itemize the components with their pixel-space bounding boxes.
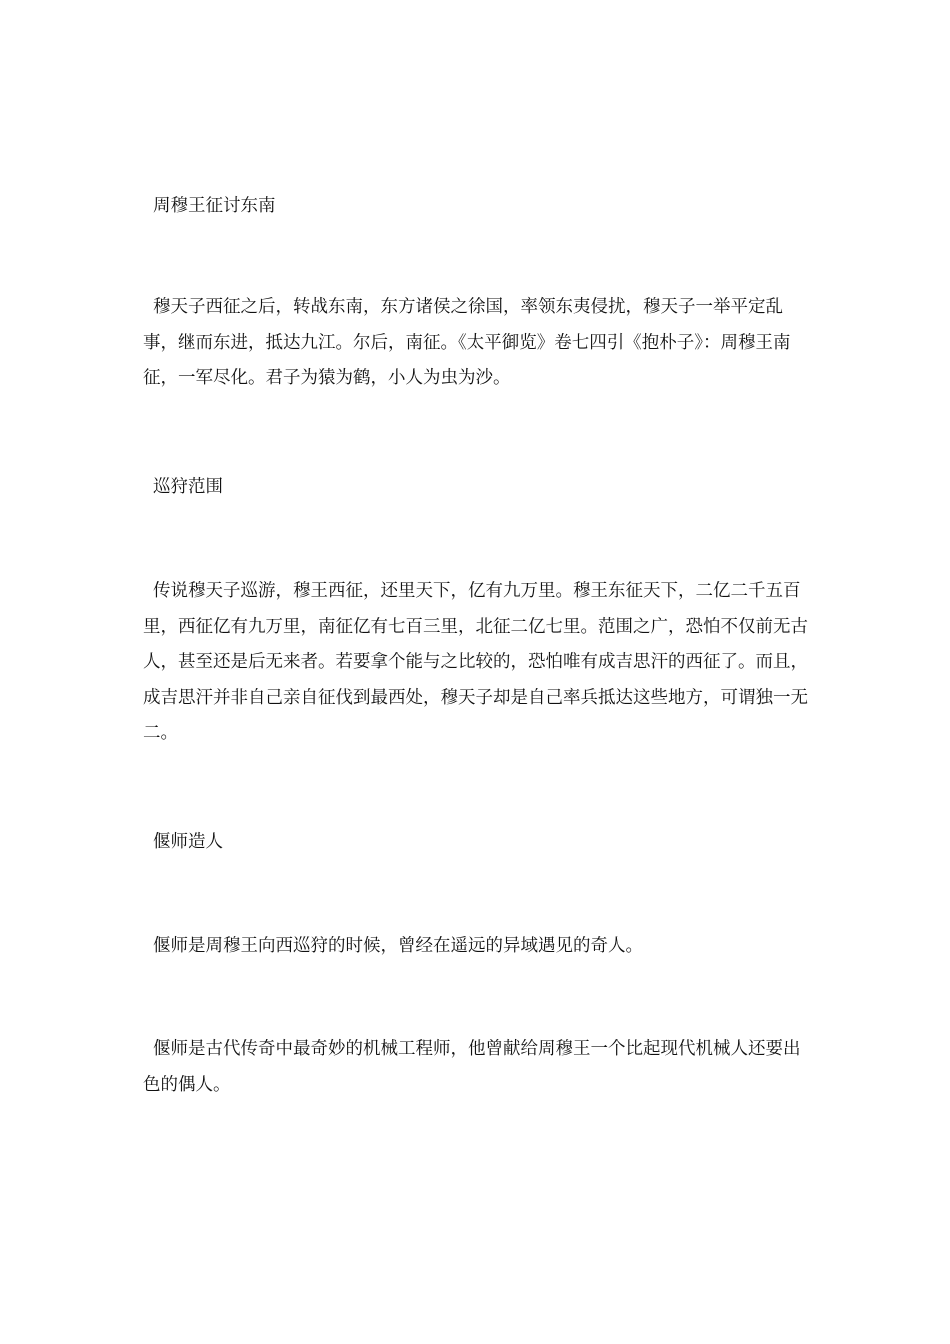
paragraph-inspection-range: 传说穆天子巡游，穆王西征，还里天下，亿有九万里。穆王东征天下，二亿二千五百里，西征亿有九万里，南征亿有七百三里，北征二亿七里。范围之广，恐怕不仅前无古人，甚至还是后无来者。若要拿个能与之比较的，恐怕唯有成吉思汗的西征了。而且，成吉思汗并非自己亲自征伐到最西处，穆天子却是自己率兵抵达这些地方，可谓独一无二。 [143,581,808,743]
paragraph-yanshi-2: 偃师是古代传奇中最奇妙的机械工程师，他曾献给周穆王一个比起现代机械人还要出色的偶人。 [143,1039,801,1095]
section-heading-inspection-range: 巡狩范围 [153,477,223,497]
section-heading-yanshi: 偃师造人 [153,832,223,852]
paragraph-east-south: 穆天子西征之后，转战东南，东方诸侯之徐国，率领东夷侵扰，穆天子一举平定乱事，继而东进，抵达九江。尔后，南征。《太平御览》卷七四引《抱朴子》：周穆王南征，一军尽化。君子为猿为鹤，小人为虫为沙。 [143,297,791,388]
section-heading-east-south: 周穆王征讨东南 [153,196,276,216]
paragraph-yanshi-1: 偃师是周穆王向西巡狩的时候，曾经在遥远的异域遇见的奇人。 [153,936,643,956]
